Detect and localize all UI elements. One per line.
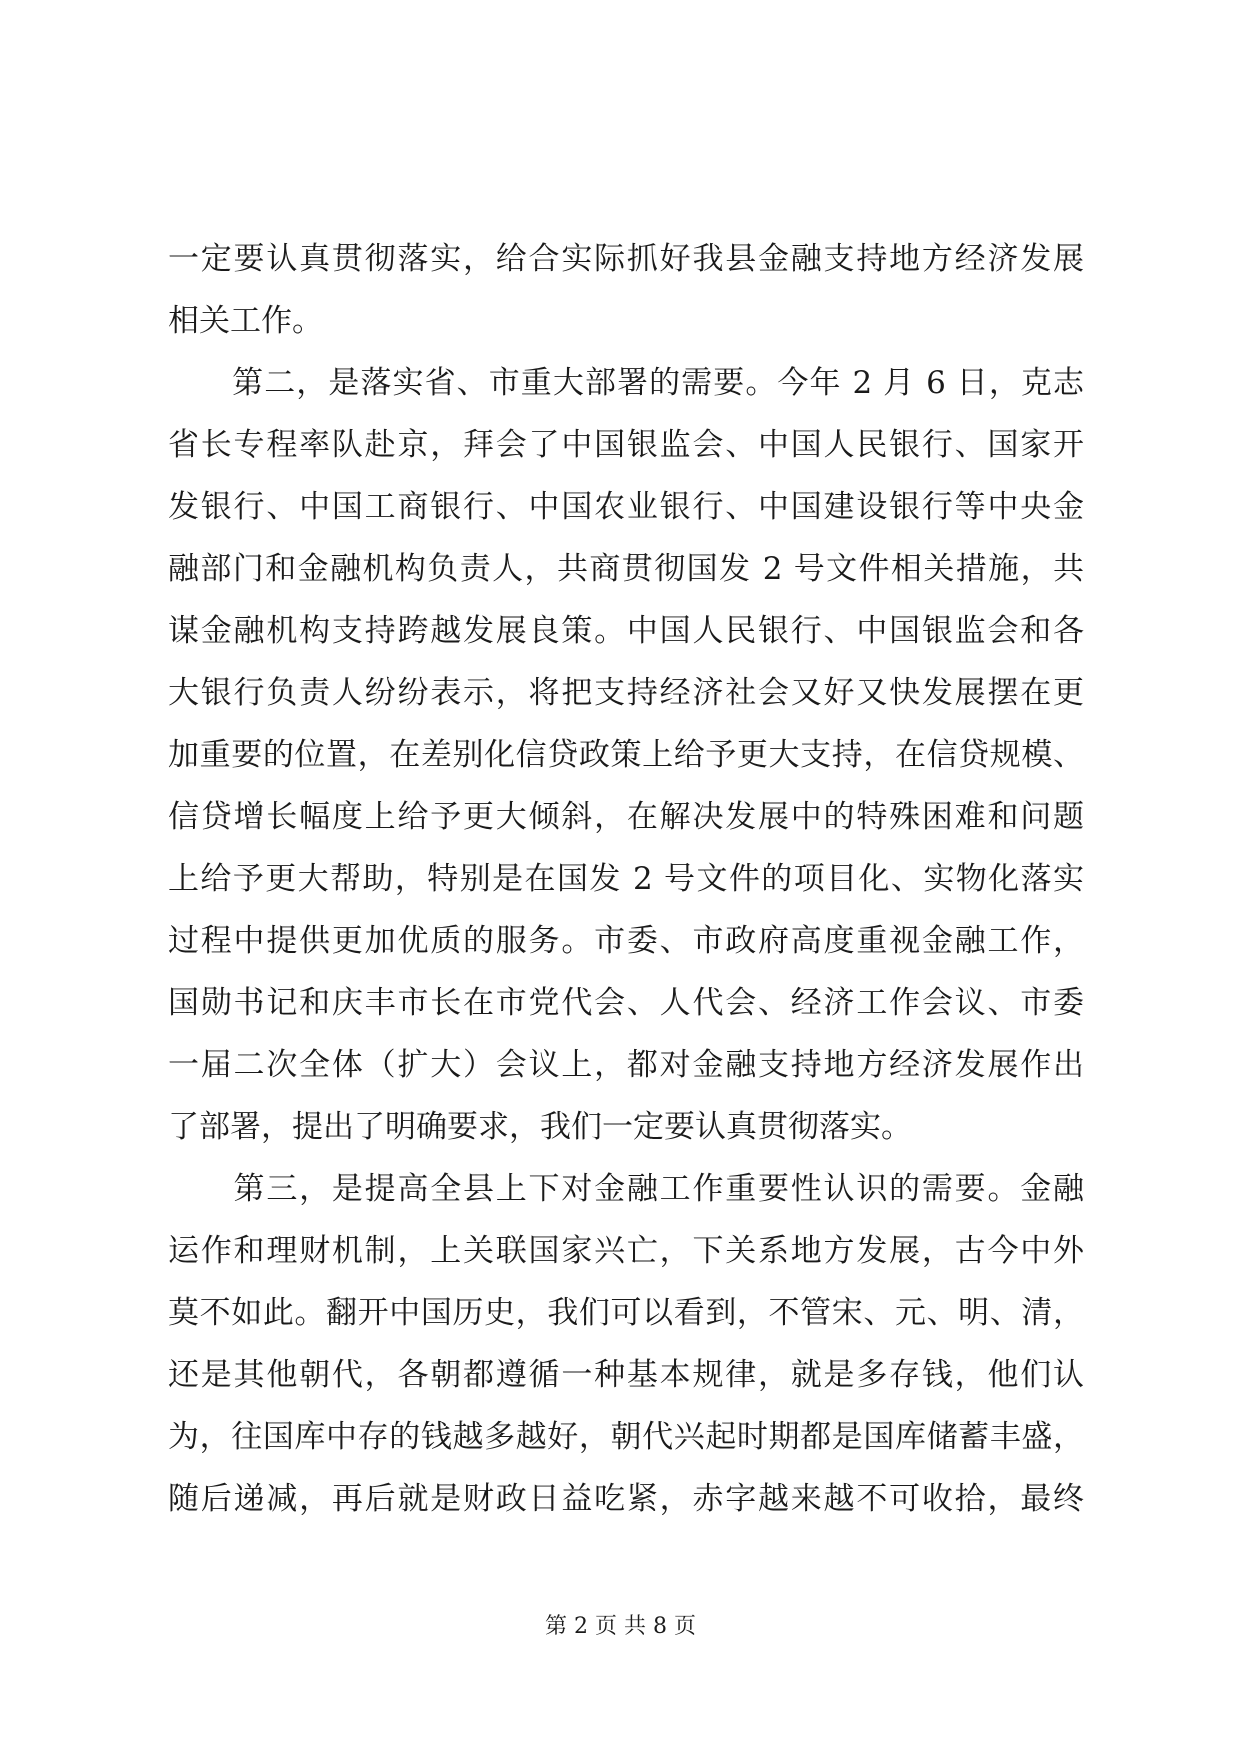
body-text	[168, 228, 1084, 1530]
text-line: 信贷增长幅度上给予更大倾斜，在解决发展中的特殊困难和问题	[168, 799, 1084, 835]
text-line: 一届二次全体（扩大）会议上，都对金融支持地方经济发展作出	[168, 1047, 1084, 1083]
page-number: 第 2 页 共 8 页	[545, 1614, 696, 1639]
text-line: 还是其他朝代，各朝都遵循一种基本规律，就是多存钱，他们认	[168, 1357, 1084, 1393]
text-line: 上给予更大帮助，特别是在国发 2 号文件的项目化、实物化落实	[168, 861, 1084, 897]
text-line: 相关工作。	[168, 303, 323, 339]
text-line: 省长专程率队赴京，拜会了中国银监会、中国人民银行、国家开	[168, 427, 1084, 463]
page-footer	[0, 1612, 1241, 1642]
text-line: 国勋书记和庆丰市长在市党代会、人代会、经济工作会议、市委	[168, 985, 1084, 1021]
text-line: 第三，是提高全县上下对金融工作重要性认识的需要。金融	[168, 1171, 1084, 1207]
text-line: 运作和理财机制，上关联国家兴亡，下关系地方发展，古今中外	[168, 1233, 1084, 1269]
text-line: 为，往国库中存的钱越多越好，朝代兴起时期都是国库储蓄丰盛，	[168, 1419, 1084, 1455]
text-line: 一定要认真贯彻落实，给合实际抓好我县金融支持地方经济发展	[168, 241, 1084, 277]
text-line: 莫不如此。翻开中国历史，我们可以看到，不管宋、元、明、清，	[168, 1295, 1084, 1331]
text-line: 加重要的位置，在差别化信贷政策上给予更大支持，在信贷规模、	[168, 737, 1084, 773]
text-line: 过程中提供更加优质的服务。市委、市政府高度重视金融工作，	[168, 923, 1084, 959]
text-line: 融部门和金融机构负责人，共商贯彻国发 2 号文件相关措施，共	[168, 551, 1084, 587]
text-line: 了部署，提出了明确要求，我们一定要认真贯彻落实。	[168, 1109, 912, 1145]
text-line: 大银行负责人纷纷表示，将把支持经济社会又好又快发展摆在更	[168, 675, 1084, 711]
text-line: 谋金融机构支持跨越发展良策。中国人民银行、中国银监会和各	[168, 613, 1084, 649]
text-line: 随后递减，再后就是财政日益吃紧，赤字越来越不可收拾，最终	[168, 1481, 1084, 1517]
text-line: 发银行、中国工商银行、中国农业银行、中国建设银行等中央金	[168, 489, 1084, 525]
text-line: 第二，是落实省、市重大部署的需要。今年 2 月 6 日，克志	[168, 365, 1084, 401]
